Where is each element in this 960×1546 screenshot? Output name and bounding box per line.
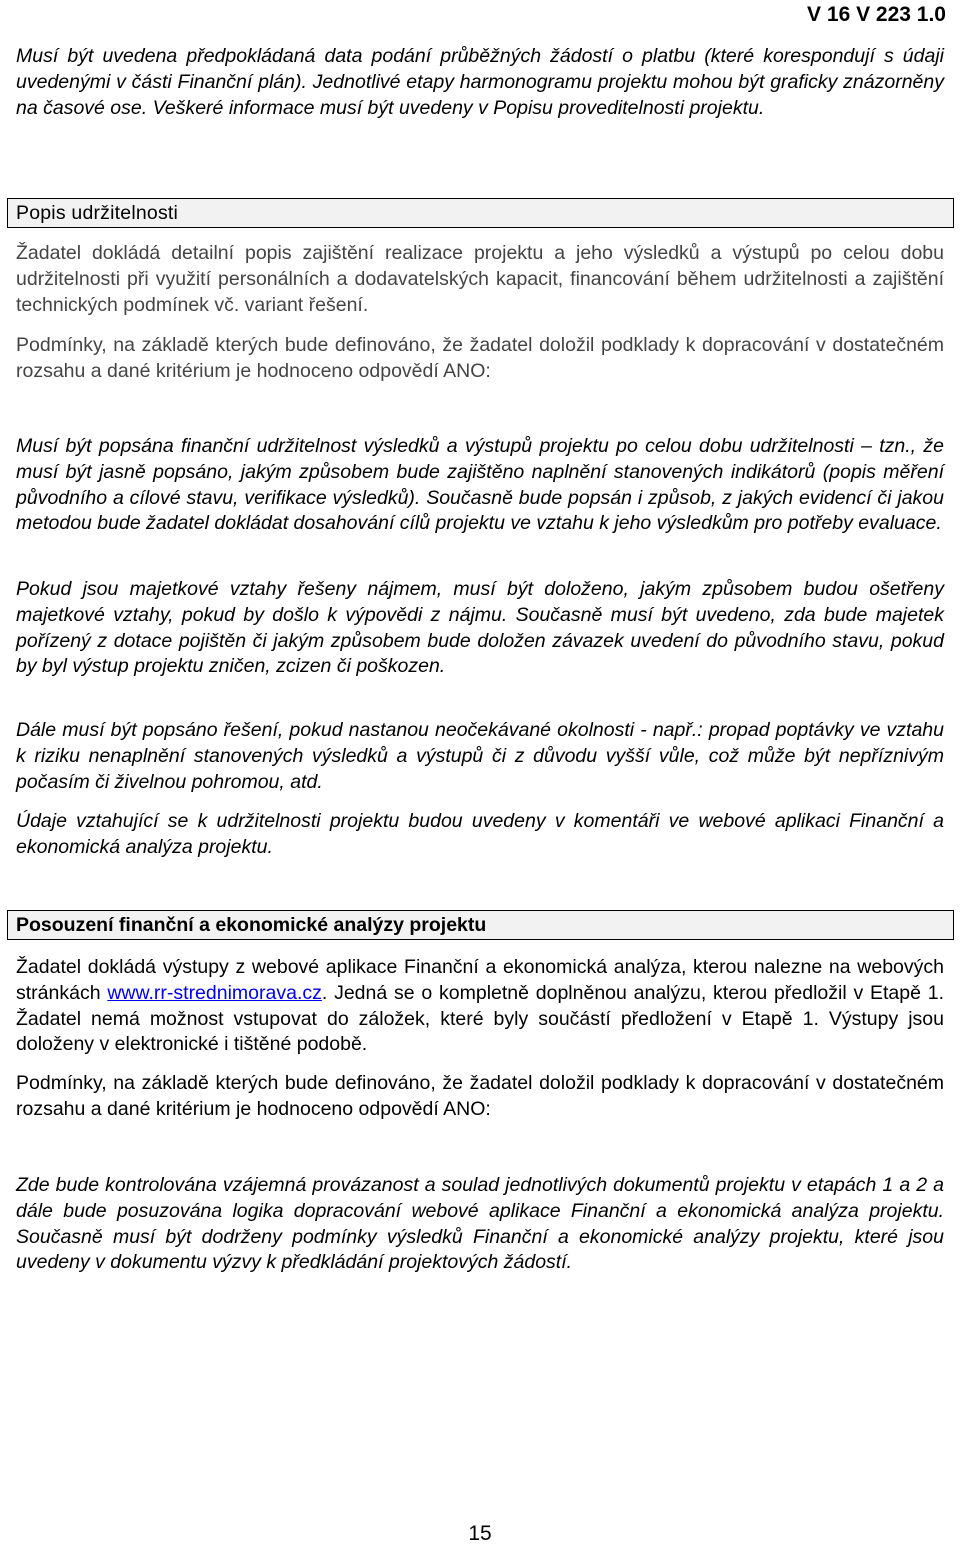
financial-paragraph-2: Zde bude kontrolována vzájemná provázanost a soulad jednotlivých dokumentů projektu v etapách 1 a 2 a dále bude posuzována logika dopracování webové aplikace Finanční a ekonomická analýza projektu. Současně musí být dodrženy podmínky výsledků Finanční a ekonomické analýzy projektu, které jsou uvedeny v dokumentu výzvy k předkládání projektových žádostí. xyxy=(16,1174,944,1274)
financial-paragraph-text: Žadatel dokládá výstupy z webové aplikace Finanční a ekonomická analýza, kterou nalezne na webových stránkách xyxy=(16,956,944,1004)
financial-paragraph-text: . Jedná se o kompletně doplněnou analýzu, kterou předložil v Etapě 1. Žadatel nemá možnost vstupovat do záložek, které byly součástí předložení v Etapě 1. Výstupy jsou doloženy v elektronické i tištěné podobě. xyxy=(16,981,944,1056)
sustainability-paragraph-1: Žadatel dokládá detailní popis zajištění realizace projektu a jeho výsledků a výstupů po celou dobu udržitelnosti při využití personálních a dodavatelských kapacit, financování během udržitelnosti a zajištění technických podmínek vč. variant řešení. xyxy=(16,242,944,316)
website-link[interactable]: www.rr-strednimorava.cz xyxy=(107,981,322,1004)
financial-paragraph-1 xyxy=(16,955,944,1058)
section-title: Posouzení finanční a ekonomické analýzy projektu xyxy=(16,914,487,936)
section-header-financial-analysis xyxy=(7,910,954,940)
page-number: 15 xyxy=(468,1522,492,1545)
sustainability-paragraph-4: Dále musí být popsáno řešení, pokud nastanou neočekávané okolnosti - např.: propad poptávky ve vztahu k riziku nenaplnění stanovených výsledků a výstupů či z důvodu vyšší vůle, což může být nepříznivým počasím či živelnou pohromou, atd. xyxy=(16,719,944,793)
section-title: Popis udržitelnosti xyxy=(16,202,179,224)
sustainability-conditions: Podmínky, na základě kterých bude definováno, že žadatel doložil podklady k dopracování v dostatečném rozsahu a dané kritérium je hodnoceno odpovědí ANO: xyxy=(16,334,944,382)
intro-paragraph: Musí být uvedena předpokládaná data podání průběžných žádostí o platbu (které korespondují s údaji uvedenými v části Finanční plán). Jednotlivé etapy harmonogramu projektu mohou být graficky znázorněny na časové ose. Veškeré informace musí být uvedeny v Popisu proveditelnosti projektu. xyxy=(16,45,944,119)
sustainability-paragraph-3: Pokud jsou majetkové vztahy řešeny nájmem, musí být doloženo, jakým způsobem budou ošetřeny majetkové vztahy, pokud by došlo k výpovědi z nájmu. Současně musí být uvedeno, zda bude majetek pořízený z dotace pojištěn či jakým způsobem bude doložen závazek uvedení do původního stavu, pokud by byl výstup projektu zničen, zcizen či poškozen. xyxy=(16,578,944,678)
section-header-sustainability xyxy=(7,198,954,228)
sustainability-paragraph-5: Údaje vztahující se k udržitelnosti projektu budou uvedeny v komentáři ve webové aplikaci Finanční a ekonomická analýza projektu. xyxy=(16,810,944,858)
sustainability-paragraph-2: Musí být popsána finanční udržitelnost výsledků a výstupů projektu po celou dobu udržitelnosti – tzn., že musí být jasně popsáno, jakým způsobem bude zajištěno naplnění stanovených indikátorů (popis měření původního a cílové stavu, verifikace výsledků). Současně bude popsán i způsob, z jakých evidencí či jakou metodou bude žadatel dokládat dosahování cílů projektu ve vztahu k jeho výsledkům pro potřeby evaluace. xyxy=(16,435,944,535)
document-code: V 16 V 223 1.0 xyxy=(807,3,946,26)
financial-conditions: Podmínky, na základě kterých bude definováno, že žadatel doložil podklady k dopracování v dostatečném rozsahu a dané kritérium je hodnoceno odpovědí ANO: xyxy=(16,1072,944,1120)
